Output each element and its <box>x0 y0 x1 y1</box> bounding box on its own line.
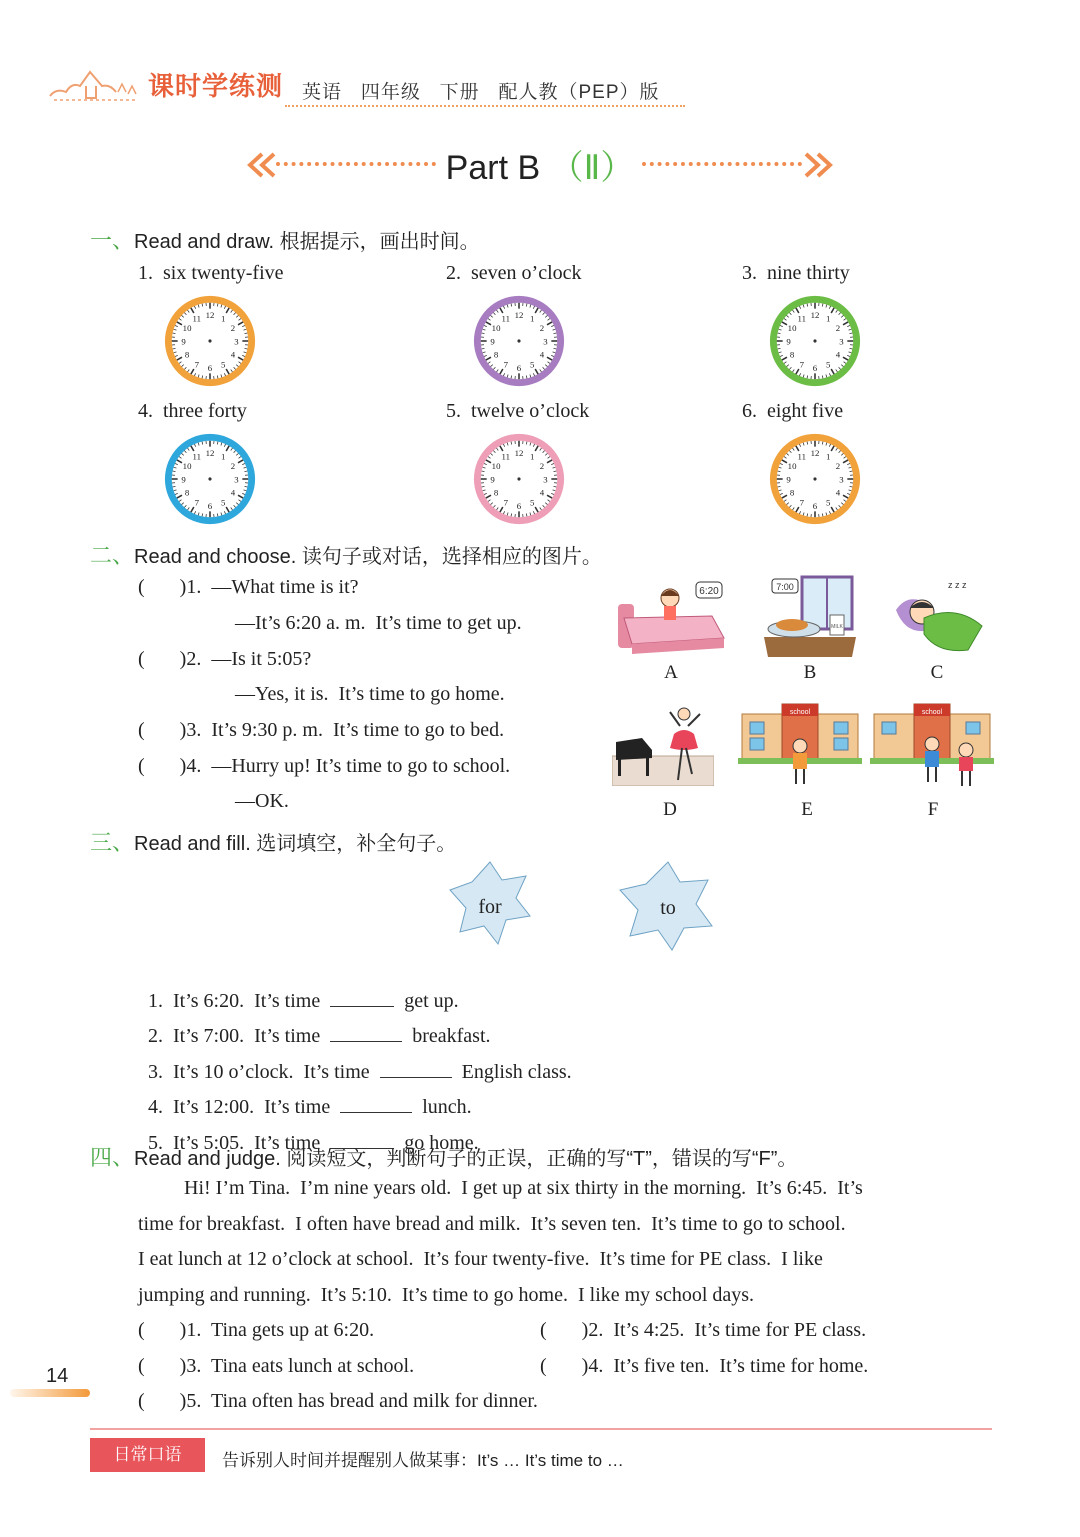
clock-numeral: 6 <box>207 500 213 511</box>
clock-face-2[interactable] <box>470 292 568 390</box>
header-title: 课时学练测 <box>148 71 284 101</box>
word-star-for[interactable] <box>448 860 532 946</box>
clock-numeral: 8 <box>789 349 795 360</box>
clock-numeral: 3 <box>839 474 844 485</box>
clock-numeral: 8 <box>789 487 795 498</box>
clock-numeral: 2 <box>230 323 236 334</box>
clock-numeral: 7 <box>503 497 508 508</box>
clock-numeral: 2 <box>835 461 841 472</box>
clock-numeral: 4 <box>230 349 236 360</box>
choice-line-6: ( )4. —Hurry up! It’s time to go to school. <box>138 755 511 777</box>
passage-line-4: jumping and running. It’s 5:10. It’s time to go home. I like my school days. <box>138 1284 755 1306</box>
footer-tag: 日常口语 <box>90 1438 205 1472</box>
clock-numeral: 4 <box>835 349 841 360</box>
clock-numeral: 1 <box>530 313 535 324</box>
picture-f-school <box>870 692 994 792</box>
picture-e-school-text: school <box>789 709 811 716</box>
picture-c-zzz: z z z <box>948 580 967 590</box>
picture-c-bed-time <box>888 574 988 658</box>
clock-numeral: 3 <box>234 336 239 347</box>
clock-numeral: 7 <box>503 359 508 370</box>
word-star-to[interactable] <box>618 860 714 952</box>
clock-numeral: 6 <box>516 500 522 511</box>
choice-line-4: —Yes, it is. It’s time to go home. <box>235 683 505 705</box>
judge-question-3: ( )3. Tina eats lunch at school. <box>138 1355 415 1377</box>
clock-numeral: 7 <box>799 359 804 370</box>
section1-title: Read and draw. 根据提示，画出时间。 <box>134 231 480 253</box>
fill-line-5-start: 5. It’s 5:05. It’s time <box>148 1132 321 1154</box>
section1-number: 一、 <box>90 228 135 253</box>
word-for: for <box>478 896 502 918</box>
clock-numeral: 10 <box>491 323 501 334</box>
choice-line-3: ( )2. —Is it 5:05? <box>138 648 312 670</box>
clock-numeral: 9 <box>181 474 186 485</box>
picture-d-dance <box>612 704 714 786</box>
judge-question-2: ( )2. It’s 4:25. It’s time for PE class. <box>540 1319 867 1341</box>
clock-numeral: 7 <box>799 497 804 508</box>
clock-numeral: 5 <box>826 359 831 370</box>
picture-label-c: C <box>930 662 944 683</box>
passage-line-2: time for breakfast. I often have bread and milk. It’s seven ten. It’s time to go to school. <box>138 1213 846 1235</box>
clock-numeral: 4 <box>230 487 236 498</box>
fill-line-4-start: 4. It’s 12:00. It’s time <box>148 1096 331 1118</box>
clock-numeral: 6 <box>207 362 213 373</box>
picture-b-clock-text: 7:00 <box>776 582 794 592</box>
header-underline <box>285 105 685 107</box>
clock-numeral: 1 <box>530 451 535 462</box>
draw-item-5: 5. twelve o’clock <box>446 400 590 422</box>
title-dots-right <box>642 162 802 166</box>
clock-numeral: 10 <box>491 461 501 472</box>
clock-numeral: 12 <box>205 447 215 458</box>
picture-f-school-text: school <box>921 709 943 716</box>
clock-numeral: 2 <box>539 323 545 334</box>
section3-heading <box>90 826 456 857</box>
picture-e-school <box>738 692 862 792</box>
picture-a-get-up <box>612 578 732 658</box>
draw-item-3: 3. nine thirty <box>742 262 850 284</box>
clock-numeral: 1 <box>826 313 831 324</box>
clock-face-5[interactable] <box>470 430 568 528</box>
clock-numeral: 11 <box>501 451 511 462</box>
clock-numeral: 3 <box>839 336 844 347</box>
clock-numeral: 6 <box>812 500 818 511</box>
page-number-bar <box>10 1389 90 1397</box>
clock-face-6[interactable] <box>766 430 864 528</box>
fill-line-1-start: 1. It’s 6:20. It’s time <box>148 990 321 1012</box>
draw-item-6: 6. eight five <box>742 400 844 422</box>
clock-numeral: 3 <box>543 474 548 485</box>
clock-numeral: 8 <box>493 349 499 360</box>
clock-numeral: 6 <box>516 362 522 373</box>
judge-question-5: ( )5. Tina often has bread and milk for dinner. <box>138 1390 538 1412</box>
picture-b-breakfast <box>760 575 860 661</box>
fill-line-2-end: breakfast. <box>412 1025 491 1047</box>
choice-line-7: —OK. <box>235 790 289 812</box>
section2-title: Read and choose. 读句子或对话，选择相应的图片。 <box>134 546 602 568</box>
header-subtitle: 英语 四年级 下册 配人教（PEP）版 <box>302 82 660 103</box>
clock-face-1[interactable] <box>161 292 259 390</box>
picture-b-milk-text: MILK <box>831 624 843 630</box>
section2-heading <box>90 539 602 570</box>
clock-numeral: 2 <box>835 323 841 334</box>
clock-numeral: 12 <box>514 447 524 458</box>
clock-numeral: 10 <box>787 461 797 472</box>
clock-numeral: 3 <box>234 474 239 485</box>
judge-question-1: ( )1. Tina gets up at 6:20. <box>138 1319 375 1341</box>
clock-numeral: 2 <box>230 461 236 472</box>
choice-line-2: —It’s 6:20 a. m. It’s time to get up. <box>235 612 522 634</box>
picture-label-e: E <box>801 799 813 820</box>
clock-numeral: 11 <box>192 313 202 324</box>
clock-numeral: 2 <box>539 461 545 472</box>
clock-numeral: 5 <box>826 497 831 508</box>
clock-numeral: 4 <box>539 487 545 498</box>
header-house-logo <box>46 62 146 104</box>
fill-line-1-end: get up. <box>404 990 459 1012</box>
clock-numeral: 12 <box>810 447 820 458</box>
clock-numeral: 5 <box>221 497 226 508</box>
section4-number: 四、 <box>90 1145 135 1170</box>
footer-text: 告诉别人时间并提醒别人做某事：It’s … It’s time to … <box>222 1451 624 1470</box>
page-number: 14 <box>46 1365 69 1387</box>
clock-numeral: 7 <box>194 359 199 370</box>
fill-line-3-start: 3. It’s 10 o’clock. It’s time <box>148 1061 370 1083</box>
clock-numeral: 12 <box>514 309 524 320</box>
clock-numeral: 9 <box>490 474 495 485</box>
clock-numeral: 11 <box>192 451 202 462</box>
picture-label-a: A <box>664 662 678 683</box>
choice-line-5: ( )3. It’s 9:30 p. m. It’s time to go to bed. <box>138 719 505 741</box>
clock-numeral: 5 <box>530 359 535 370</box>
footer-divider <box>90 1428 992 1430</box>
part-title-text: Part B <box>445 149 541 187</box>
passage-line-1: Hi! I’m Tina. I’m nine years old. I get up at six thirty in the morning. It’s 6:45. It’s <box>184 1177 863 1199</box>
clock-numeral: 12 <box>810 309 820 320</box>
clock-numeral: 9 <box>786 336 791 347</box>
clock-numeral: 9 <box>786 474 791 485</box>
section3-title: Read and fill. 选词填空，补全句子。 <box>134 833 457 855</box>
clock-numeral: 1 <box>221 313 226 324</box>
clock-numeral: 3 <box>543 336 548 347</box>
clock-face-3[interactable] <box>766 292 864 390</box>
fill-line-2-start: 2. It’s 7:00. It’s time <box>148 1025 321 1047</box>
draw-item-2: 2. seven o’clock <box>446 262 582 284</box>
section2-number: 二、 <box>90 543 135 568</box>
draw-item-1: 1. six twenty-five <box>138 262 284 284</box>
clock-numeral: 1 <box>221 451 226 462</box>
clock-numeral: 8 <box>493 487 499 498</box>
clock-numeral: 4 <box>539 349 545 360</box>
clock-numeral: 11 <box>501 313 511 324</box>
clock-numeral: 9 <box>490 336 495 347</box>
clock-numeral: 11 <box>797 451 807 462</box>
passage-line-3: I eat lunch at 12 o’clock at school. It’s four twenty-five. It’s time for PE class. I like <box>138 1248 823 1270</box>
clock-numeral: 10 <box>182 461 192 472</box>
picture-label-f: F <box>927 799 939 820</box>
clock-numeral: 10 <box>182 323 192 334</box>
word-to: to <box>660 897 676 919</box>
section1-heading <box>90 224 480 255</box>
clock-numeral: 4 <box>835 487 841 498</box>
draw-item-4: 4. three forty <box>138 400 247 422</box>
clock-numeral: 5 <box>221 359 226 370</box>
clock-numeral: 9 <box>181 336 186 347</box>
clock-numeral: 8 <box>184 487 190 498</box>
clock-numeral: 7 <box>194 497 199 508</box>
clock-numeral: 5 <box>530 497 535 508</box>
picture-label-b: B <box>803 662 817 683</box>
fill-line-5-end: go home. <box>404 1132 479 1154</box>
choice-line-1: ( )1. —What time is it? <box>138 576 359 598</box>
clock-numeral: 8 <box>184 349 190 360</box>
section4-title: Read and judge. 阅读短文，判断句子的正误，正确的写“T”，错误的写“F”。 <box>134 1148 798 1170</box>
fill-line-3-end: English class. <box>461 1061 572 1083</box>
double-chevron-right-icon <box>804 152 834 178</box>
section3-number: 三、 <box>90 830 135 855</box>
clock-numeral: 10 <box>787 323 797 334</box>
judge-question-4: ( )4. It’s five ten. It’s time for home. <box>540 1355 869 1377</box>
part-title-paren: （Ⅱ） <box>549 149 635 187</box>
picture-label-d: D <box>663 799 677 820</box>
clock-numeral: 12 <box>205 309 215 320</box>
picture-a-clock-text: 6:20 <box>699 586 719 597</box>
section4-heading <box>90 1141 797 1172</box>
clock-face-4[interactable] <box>161 430 259 528</box>
clock-numeral: 11 <box>797 313 807 324</box>
fill-line-4-end: lunch. <box>422 1096 472 1118</box>
clock-numeral: 6 <box>812 362 818 373</box>
page-title <box>0 140 1080 189</box>
clock-numeral: 1 <box>826 451 831 462</box>
